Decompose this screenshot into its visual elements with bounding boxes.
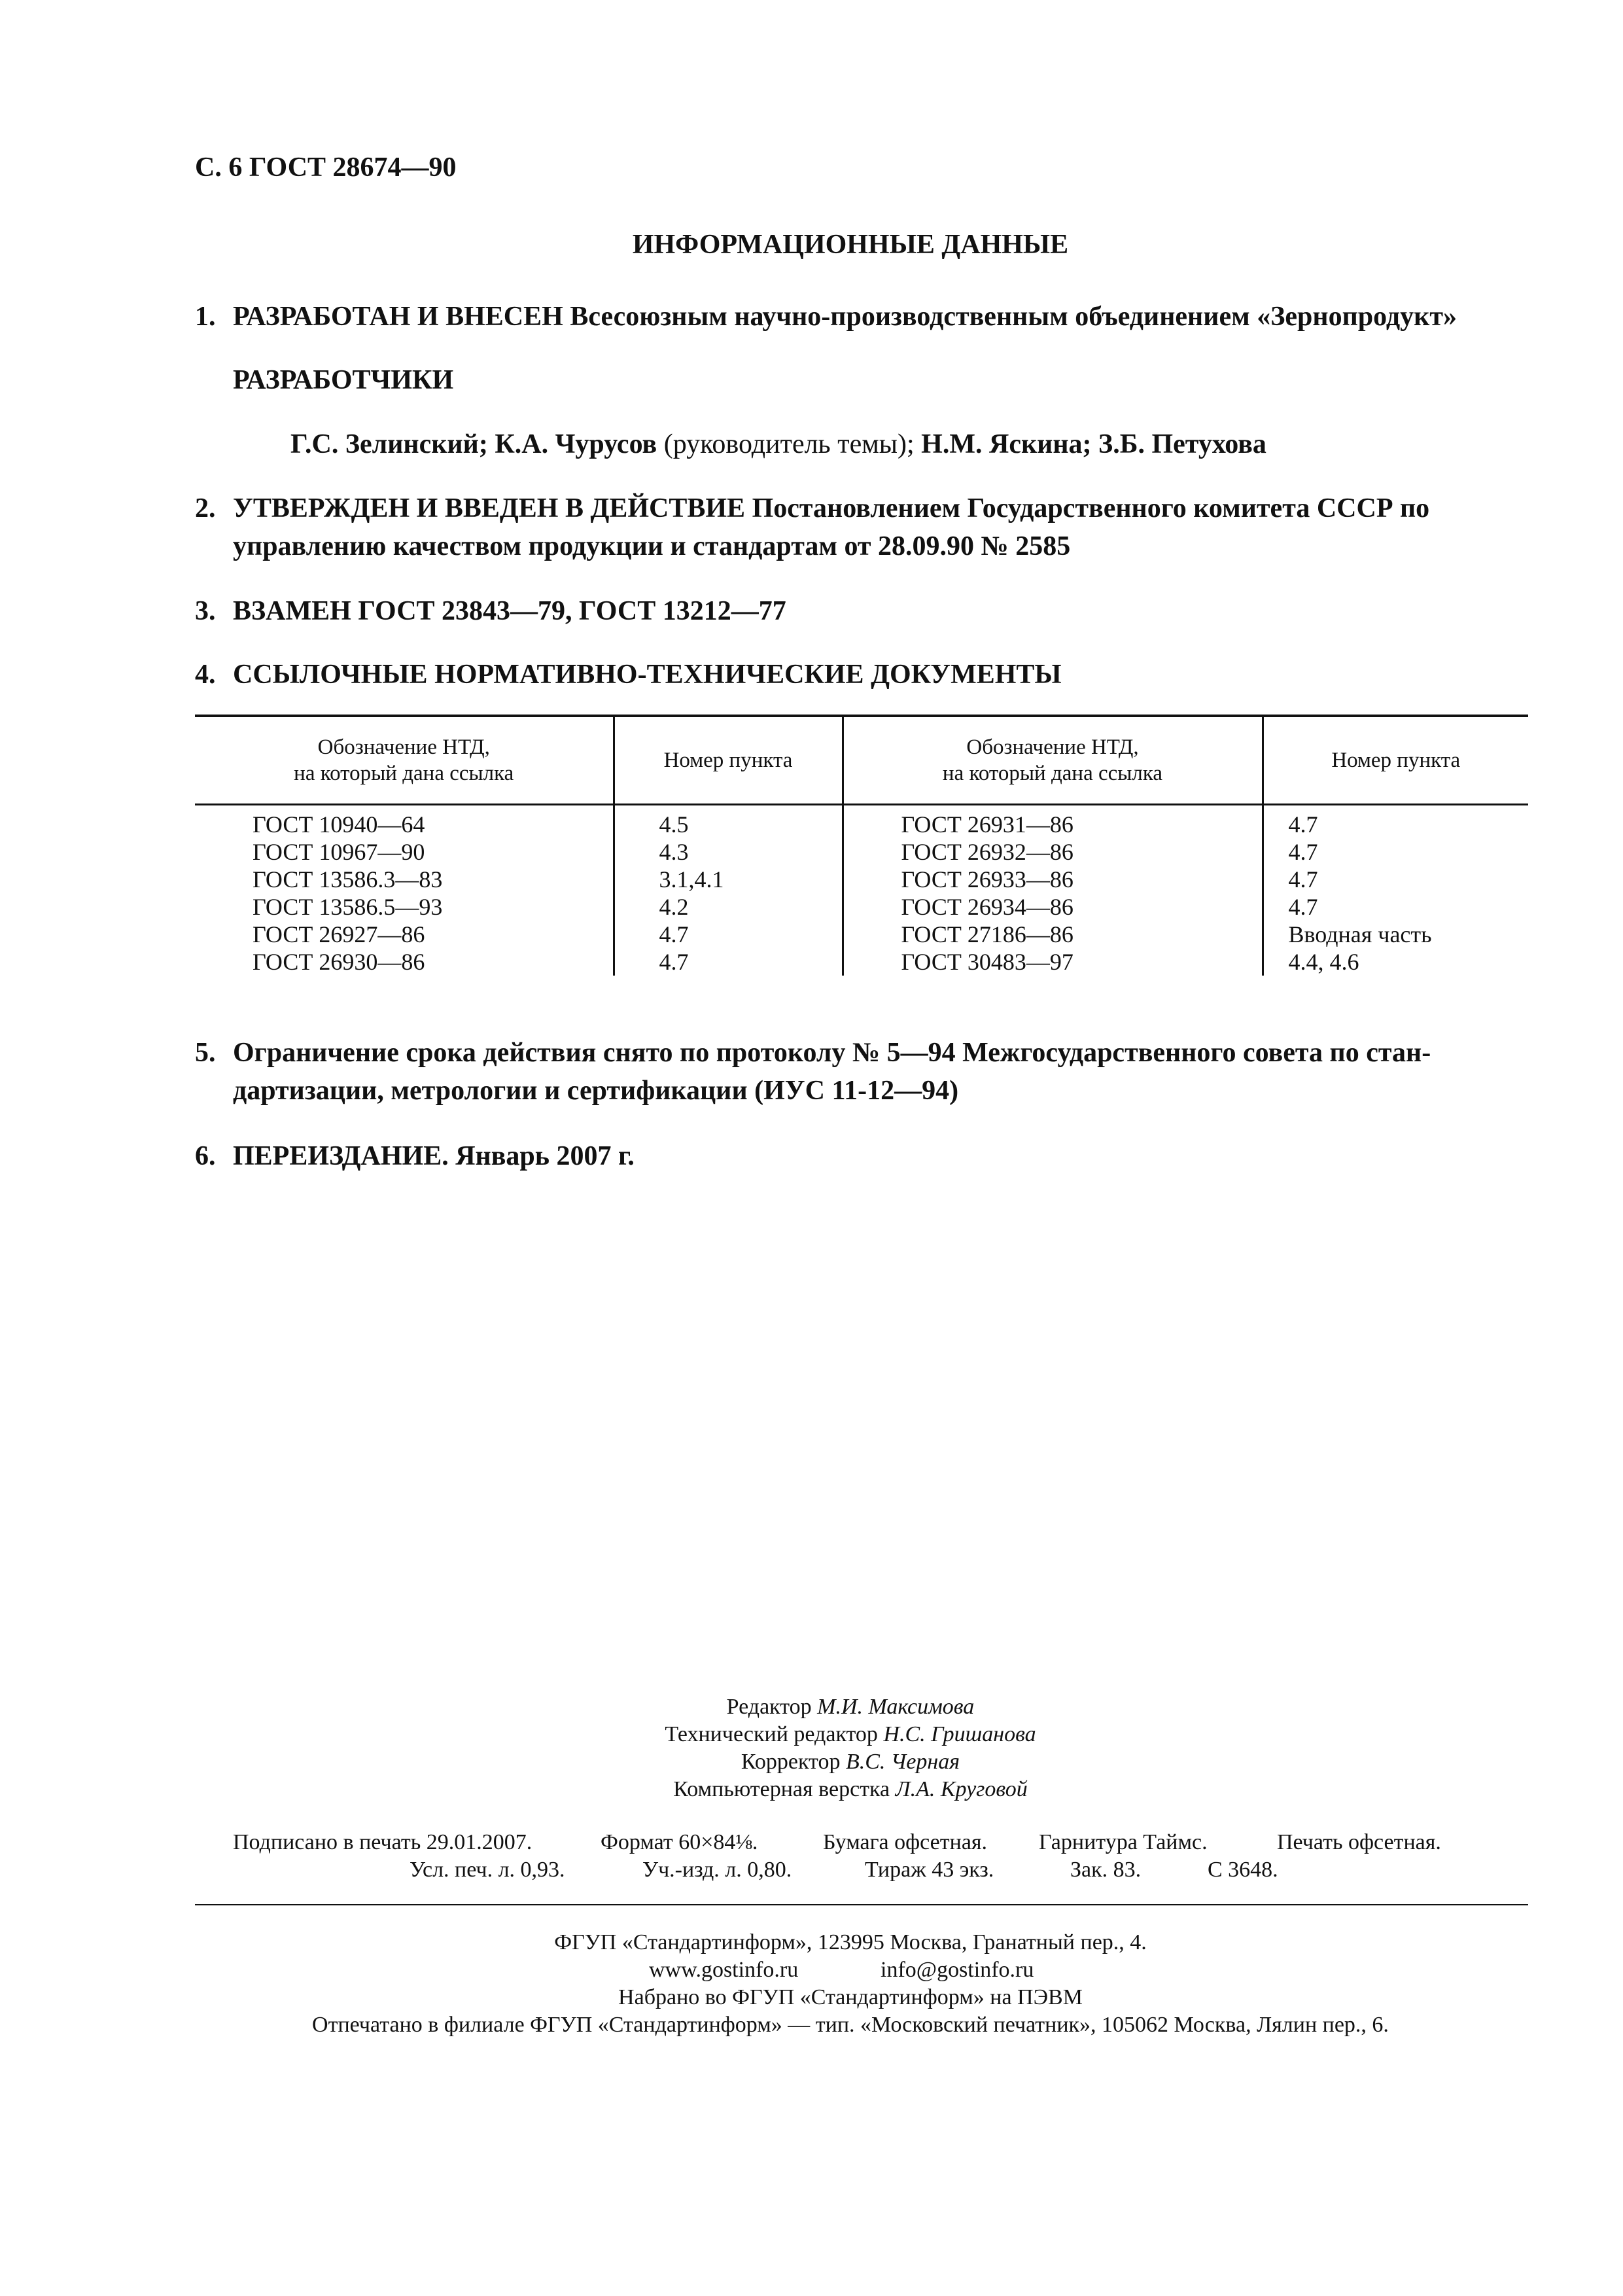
item-text: Всесоюзным научно-производственным объединением «Зернопродукт» (563, 302, 1457, 332)
credit-name: В.С. Черная (845, 1750, 960, 1774)
developer-role: (руководитель темы); (657, 429, 922, 459)
print-paper: Бумага офсетная. (823, 1830, 988, 1854)
table-cell: ГОСТ 13586.3—83 (195, 866, 614, 893)
item-5-line-2: дартизации, метрологии и сертификации (ИУС 11-12—94) (233, 1076, 959, 1106)
section-title: ИНФОРМАЦИОННЫЕ ДАННЫЕ (632, 230, 1069, 260)
credit-name: М.И. Максимова (817, 1695, 975, 1719)
item-text: Постановлением Государственного комитета СССР по (745, 493, 1430, 523)
credit-label: Корректор (741, 1750, 846, 1774)
table-cell: 4.7 (614, 948, 843, 976)
table-header-row (195, 716, 1528, 805)
table-cell: ГОСТ 26931—86 (843, 805, 1263, 839)
credit-label: Редактор (726, 1695, 818, 1719)
item-number: 4. (195, 660, 216, 690)
item-5 (195, 1034, 1431, 1072)
table-cell: 4.7 (614, 921, 843, 948)
column-header-point: Номер пункта (614, 716, 843, 805)
item-number: 2. (195, 493, 216, 523)
table-cell: ГОСТ 26933—86 (843, 866, 1263, 893)
table-cell: ГОСТ 10940—64 (195, 805, 614, 839)
table-row (195, 805, 1528, 839)
table-cell: 4.7 (1288, 894, 1318, 920)
print-sheets: Усл. печ. л. 0,93. (410, 1858, 565, 1882)
item-number: 3. (195, 596, 216, 626)
page-header: С. 6 ГОСТ 28674—90 (195, 152, 457, 183)
item-2-line-2: управлению качеством продукции и стандартам от 28.09.90 № 2585 (233, 531, 1071, 561)
item-4 (195, 656, 1062, 694)
column-header-line: на который дана ссылка (294, 762, 514, 785)
print-code: С 3648. (1208, 1858, 1278, 1882)
credit-name: Л.А. Круговой (895, 1777, 1028, 1801)
table-cell: ГОСТ 13586.5—93 (195, 893, 614, 921)
publisher-printed: Отпечатано в филиале ФГУП «Стандартинформ» — тип. «Московский печатник», 105062 Москва, Лялин пер., 6. (312, 2013, 1389, 2037)
credit-label: Технический редактор (665, 1722, 884, 1746)
table-row (195, 893, 1528, 921)
item-heading: ПЕРЕИЗДАНИЕ. (233, 1141, 449, 1171)
table-cell: 4.5 (614, 805, 843, 839)
publisher-website: www.gostinfo.ru (649, 1958, 799, 1982)
table-cell: 4.7 (1288, 811, 1318, 838)
item-text: ВЗАМЕН ГОСТ 23843—79, ГОСТ 13212—77 (233, 596, 786, 626)
credit-tech-editor (0, 1721, 1623, 1748)
item-text: Ограничение срока действия снято по протоколу № 5—94 Межгосударственного совета по стан- (233, 1038, 1431, 1068)
developers-names-2: Н.М. Яскина; З.Б. Петухова (921, 429, 1266, 459)
item-number: 1. (195, 302, 216, 332)
developers-label: РАЗРАБОТЧИКИ (233, 365, 454, 395)
table-row (195, 866, 1528, 893)
item-text: Январь 2007 г. (448, 1141, 635, 1171)
item-1 (195, 298, 1457, 336)
divider-line (195, 1904, 1528, 1905)
item-number: 6. (195, 1141, 216, 1171)
item-heading: РАЗРАБОТАН И ВНЕСЕН (233, 302, 563, 332)
table-cell: 4.7 (1288, 866, 1318, 892)
print-method: Печать офсетная. (1277, 1830, 1441, 1854)
item-2 (195, 489, 1429, 527)
column-header-ntd-2 (843, 716, 1263, 805)
item-3 (195, 592, 786, 630)
publisher-email: info@gostinfo.ru (881, 1958, 1034, 1982)
table-cell: 4.4, 4.6 (1288, 949, 1359, 975)
print-signed: Подписано в печать 29.01.2007. (233, 1830, 532, 1854)
credit-editor (0, 1693, 1623, 1721)
print-edition-sheets: Уч.-изд. л. 0,80. (642, 1858, 792, 1882)
references-table (195, 715, 1528, 976)
column-header-point-2: Номер пункта (1263, 716, 1528, 805)
table-cell: ГОСТ 26932—86 (843, 838, 1263, 866)
table-cell: 4.3 (614, 838, 843, 866)
developers-names: Г.С. Зелинский; К.А. Чурусов (290, 429, 657, 459)
item-heading: УТВЕРЖДЕН И ВВЕДЕН В ДЕЙСТВИЕ (233, 493, 746, 523)
print-run: Тираж 43 экз. (865, 1858, 994, 1882)
column-header-line: Обозначение НТД, (966, 735, 1139, 759)
table-cell: Вводная часть (1288, 921, 1432, 947)
table-row (195, 838, 1528, 866)
table-cell: ГОСТ 27186—86 (843, 921, 1263, 948)
table-row (195, 948, 1528, 976)
table-cell: 3.1,4.1 (614, 866, 843, 893)
item-text: ССЫЛОЧНЫЕ НОРМАТИВНО-ТЕХНИЧЕСКИЕ ДОКУМЕНТЫ (233, 660, 1062, 690)
publisher-typeset: Набрано во ФГУП «Стандартинформ» на ПЭВМ (618, 1985, 1083, 2009)
table-cell: ГОСТ 26927—86 (195, 921, 614, 948)
table-cell: ГОСТ 30483—97 (843, 948, 1263, 976)
item-number: 5. (195, 1038, 216, 1068)
print-order: Зак. 83. (1070, 1858, 1142, 1882)
developers-list (290, 425, 1266, 463)
column-header-line: на который дана ссылка (942, 762, 1163, 785)
credit-name: Н.С. Гришанова (883, 1722, 1036, 1746)
credit-proofreader (0, 1748, 1623, 1776)
credit-layout (0, 1776, 1623, 1803)
table-row (195, 921, 1528, 948)
table-cell: ГОСТ 10967—90 (195, 838, 614, 866)
table-cell: 4.2 (614, 893, 843, 921)
credit-label: Компьютерная верстка (673, 1777, 896, 1801)
table-cell: ГОСТ 26930—86 (195, 948, 614, 976)
print-format: Формат 60×84⅛. (601, 1830, 758, 1854)
print-typeface: Гарнитура Таймс. (1039, 1830, 1208, 1854)
table-cell: ГОСТ 26934—86 (843, 893, 1263, 921)
table-cell: 4.7 (1288, 839, 1318, 865)
item-6 (195, 1137, 635, 1175)
publisher-address: ФГУП «Стандартинформ», 123995 Москва, Гранатный пер., 4. (554, 1930, 1147, 1954)
column-header-line: Обозначение НТД, (317, 735, 490, 759)
column-header-ntd (195, 716, 614, 805)
